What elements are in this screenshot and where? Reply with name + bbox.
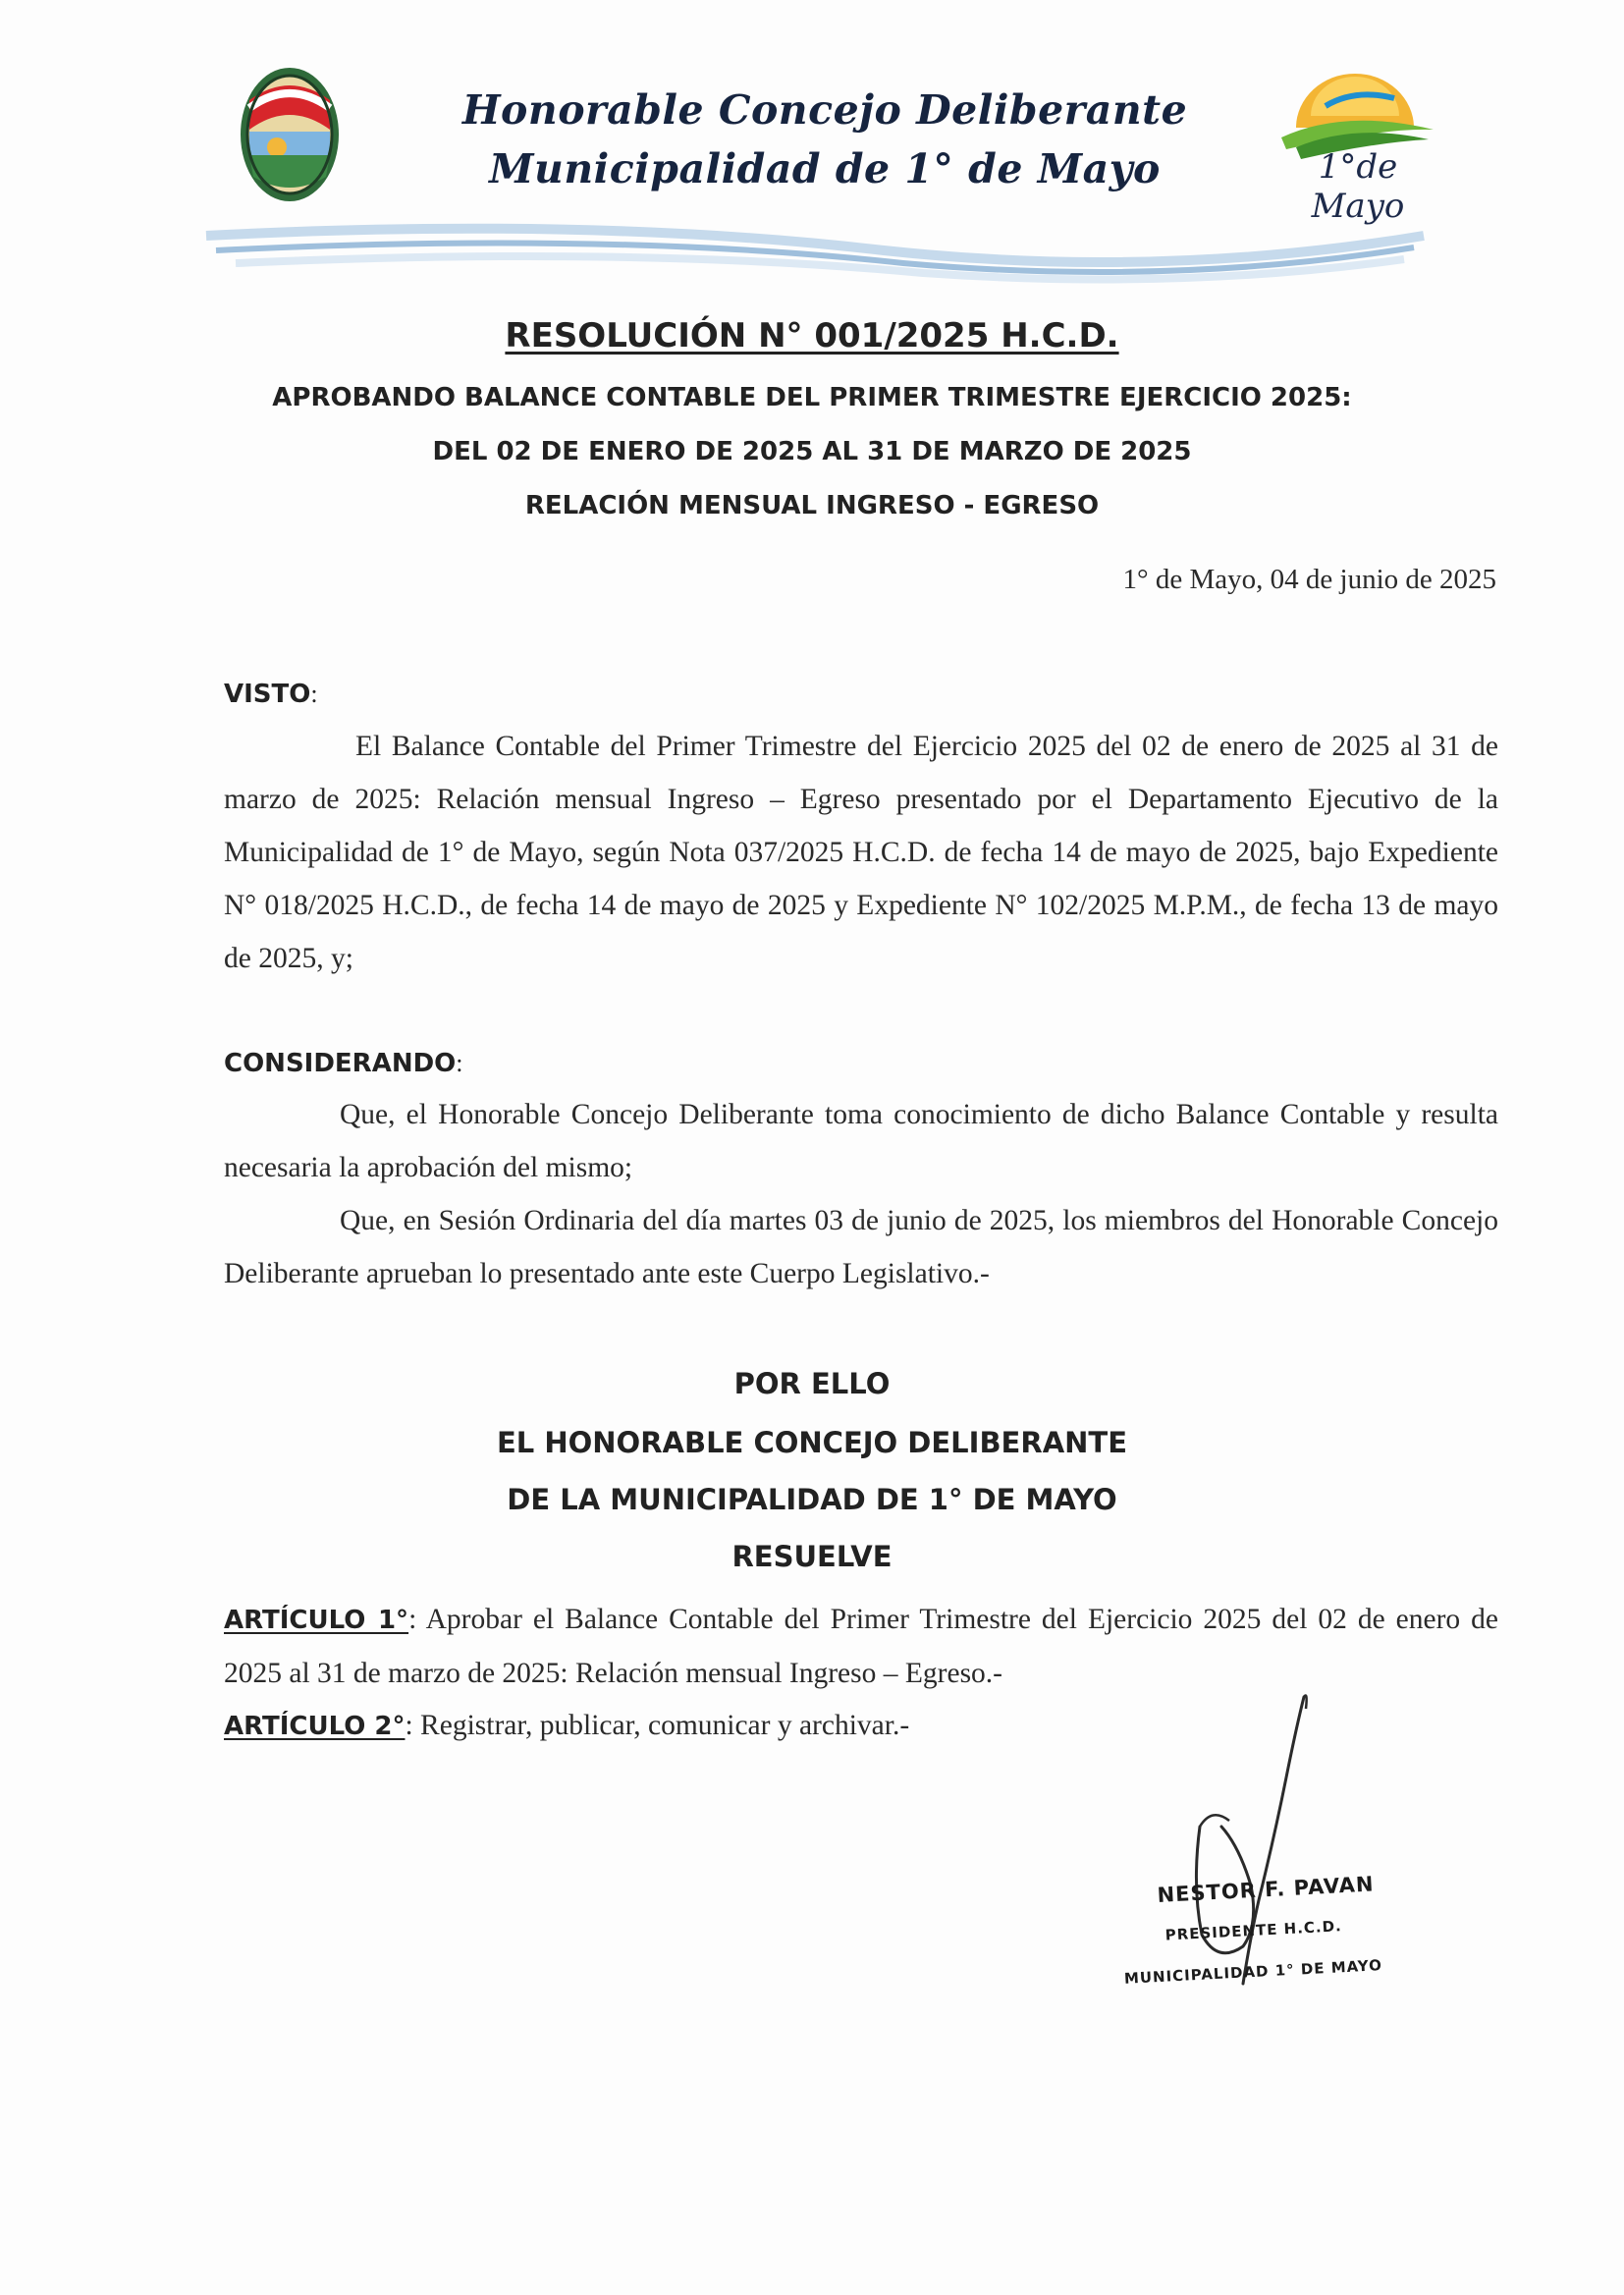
resuelve-line: RESUELVE (731, 1540, 893, 1573)
article-1-text: Aprobar el Balance Contable del Primer Trimestre del Ejercicio 2025 del 02 de enero de 2025 al 31 de marzo de 2025: Relación mensual Ingreso – Egreso.- (224, 1604, 1498, 1689)
resolution-title (0, 316, 1624, 355)
header-swoosh-decoration (196, 196, 1434, 285)
resolution-title-text: RESOLUCIÓN N° 001/2025 H.C.D. (505, 316, 1119, 355)
considerando-paragraph-1: Que, el Honorable Concejo Deliberante toma conocimiento de dicho Balance Contable y resulta necesaria la aprobación del mismo; (224, 1099, 1498, 1183)
article-2-text: Registrar, publicar, comunicar y archivar.- (420, 1710, 910, 1741)
considerando-paragraph-2: Que, en Sesión Ordinaria del día martes 03 de junio de 2025, los miembros del Honorable Concejo Deliberante aprueban lo presentado ante este Cuerpo Legislativo.- (224, 1205, 1498, 1289)
place-and-date: 1° de Mayo, 04 de junio de 2025 (1122, 564, 1496, 595)
resolution-subtitle-3: RELACIÓN MENSUAL INGRESO - EGRESO (524, 491, 1100, 520)
por-ello-line: POR ELLO (733, 1367, 891, 1400)
municipality-name-line: DE LA MUNICIPALIDAD DE 1° DE MAYO (507, 1483, 1117, 1516)
resolution-subtitle-2: DEL 02 DE ENERO DE 2025 AL 31 DE MARZO DE 2025 (432, 437, 1192, 466)
article-1-label: ARTÍCULO 1° (224, 1606, 409, 1635)
stamp-institution: MUNICIPALIDAD 1° DE MAYO (1123, 1956, 1383, 1988)
header-title-line-2: Municipalidad de 1° de Mayo (489, 145, 1161, 192)
header-title-line-1: Honorable Concejo Deliberante (461, 86, 1188, 134)
resolution-subtitle-1: APROBANDO BALANCE CONTABLE DEL PRIMER TRIMESTRE EJERCICIO 2025: (272, 383, 1352, 412)
visto-heading: VISTO: (224, 680, 318, 709)
stamp-role: PRESIDENTE H.C.D. (1164, 1917, 1343, 1944)
considerando-heading: CONSIDERANDO: (224, 1049, 463, 1078)
article-2-label: ARTÍCULO 2° (224, 1712, 406, 1741)
stamp-name: NESTOR F. PAVAN (1156, 1872, 1376, 1907)
visto-paragraph: El Balance Contable del Primer Trimestre del Ejercicio 2025 del 02 de enero de 2025 al 31 de marzo de 2025: Relación mensual Ingreso – Egreso presentado por el Departamento Ejecutivo de la Municipalidad de 1° de Mayo, según Nota 037/2025 H.C.D. de fecha 14 de mayo de 2025, bajo Expediente N° 018/2025 H.C.D., de fecha 14 de mayo de 2025 y Expediente N° 102/2025 M.P.M., de fecha 13 de mayo de 2025, y; (224, 731, 1498, 974)
council-name-line: EL HONORABLE CONCEJO DELIBERANTE (496, 1426, 1128, 1459)
municipality-logo-label: 1°de Mayo (1311, 147, 1405, 226)
considerando-heading-text: CONSIDERANDO (224, 1049, 457, 1078)
visto-heading-text: VISTO (224, 680, 311, 709)
article-1: ARTÍCULO 1°: Aprobar el Balance Contable del Primer Trimestre del Ejercicio 2025 del 02 de enero de 2025 al 31 de marzo de 2025: Relación mensual Ingreso – Egreso.- (224, 1604, 1498, 1689)
municipal-crest-icon (236, 61, 344, 208)
article-2: ARTÍCULO 2°: Registrar, publicar, comunicar y archivar.- (224, 1710, 910, 1741)
